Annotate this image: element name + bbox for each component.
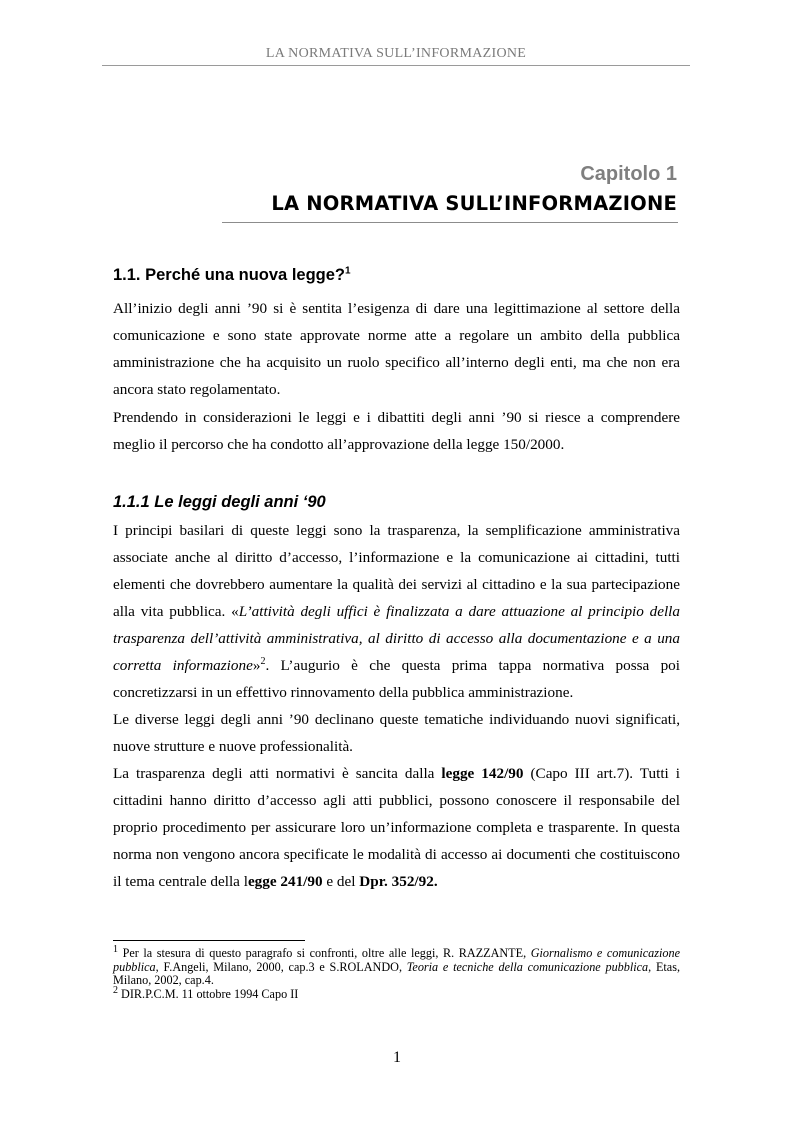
section-heading-1-1 [113, 266, 351, 285]
paragraph: All’inizio degli anni ’90 si è sentita l’esigenza di dare una legittimazione al settore della comunicazione e sono state approvate norme atte a regolare un ambito della pubblica amministrazione che ha acquisito un ruolo specifico all’interno degli enti, ma che non era ancora stato regolamentato. [113, 300, 680, 398]
footnote-ref-1[interactable]: 1 [345, 265, 351, 277]
text-run: La trasparenza degli atti normativi è sancita dalla [113, 765, 442, 782]
text-run: Per la stesura di questo paragrafo si confronti, oltre alle leggi, R. RAZZANTE, [118, 946, 531, 960]
section-heading-1-1-1: 1.1.1 Le leggi degli anni ‘90 [113, 493, 326, 511]
law-reference: egge 241/90 [247, 873, 323, 890]
header-divider [102, 65, 690, 66]
paragraph [113, 760, 680, 895]
law-reference: Dpr. 352/92. [359, 873, 438, 890]
text-run: » [252, 657, 261, 674]
text-run: , F.Angeli, Milano, 2000, cap.3 e S.ROLANDO, [155, 959, 407, 974]
paragraph: Le diverse leggi degli anni ’90 declinano queste tematiche individuando nuovi significati, nuove strutture e nuove professionalità. [113, 711, 680, 755]
text-run: e del [322, 873, 360, 890]
section-body [113, 517, 680, 895]
paragraph [113, 517, 680, 706]
footnote-number: 2 [113, 984, 118, 996]
chapter-divider [222, 222, 678, 223]
section-heading-text: 1.1. Perché una nuova legge? [113, 266, 345, 284]
chapter-number: Capitolo 1 [580, 163, 677, 185]
running-header: LA NORMATIVA SULL’INFORMAZIONE [265, 46, 527, 61]
text-run: DIR.P.C.M. 11 ottobre 1994 Capo II [118, 986, 299, 1001]
text-run: . L’augurio è che questa prima tappa normativa possa poi concretizzarsi in un effettivo rinnovamento della pubblica amministrazione. [113, 657, 680, 701]
text-run: , Etas, Milano, 2002, cap.4. [113, 959, 681, 987]
footnote-2 [113, 984, 680, 1002]
footnote-number: 1 [113, 943, 118, 955]
footnotes [113, 943, 681, 1001]
text-run: I principi basilari di queste leggi sono la trasparenza, la semplificazione amministrativa associate anche al diritto d’accesso, l’informazione e la comunicazione ai cittadini, tutti elementi che dovrebbero aumentare la qualità dei servizi al cittadino e la sua partecipazione alla vita pubblica. « [113, 522, 680, 620]
book-title: Teoria e tecniche della comunicazione pubblica [406, 959, 649, 974]
footnote-ref-2[interactable]: 2 [260, 655, 266, 667]
footnote-divider [113, 940, 305, 941]
footnote-1 [113, 943, 681, 988]
text-run: (Capo III art.7). Tutti i cittadini hanno diritto d’accesso agli atti pubblici, possono conoscere il responsabile del proprio procedimento per assicurare loro un’informazione completa e trasparente. In questa norma non vengono ancora specificate le modalità di accesso ai documenti che costituiscono il tema centrale della l [113, 765, 680, 890]
quotation: L’attività degli uffici è finalizzata a dare attuazione al principio della trasparenza dell’attività amministrativa, al diritto di accesso alla documentazione e a una corretta informazione [113, 603, 680, 674]
book-title: Giornalismo e comunicazione pubblica [113, 946, 680, 974]
law-reference: legge 142/90 [441, 765, 524, 782]
chapter-title: LA NORMATIVA SULL’INFORMAZIONE [271, 192, 677, 215]
page-number: 1 [393, 1049, 401, 1066]
paragraph: Prendendo in considerazioni le leggi e i dibattiti degli anni ’90 si riesce a comprendere meglio il percorso che ha condotto all’approvazione della legge 150/2000. [113, 409, 680, 453]
